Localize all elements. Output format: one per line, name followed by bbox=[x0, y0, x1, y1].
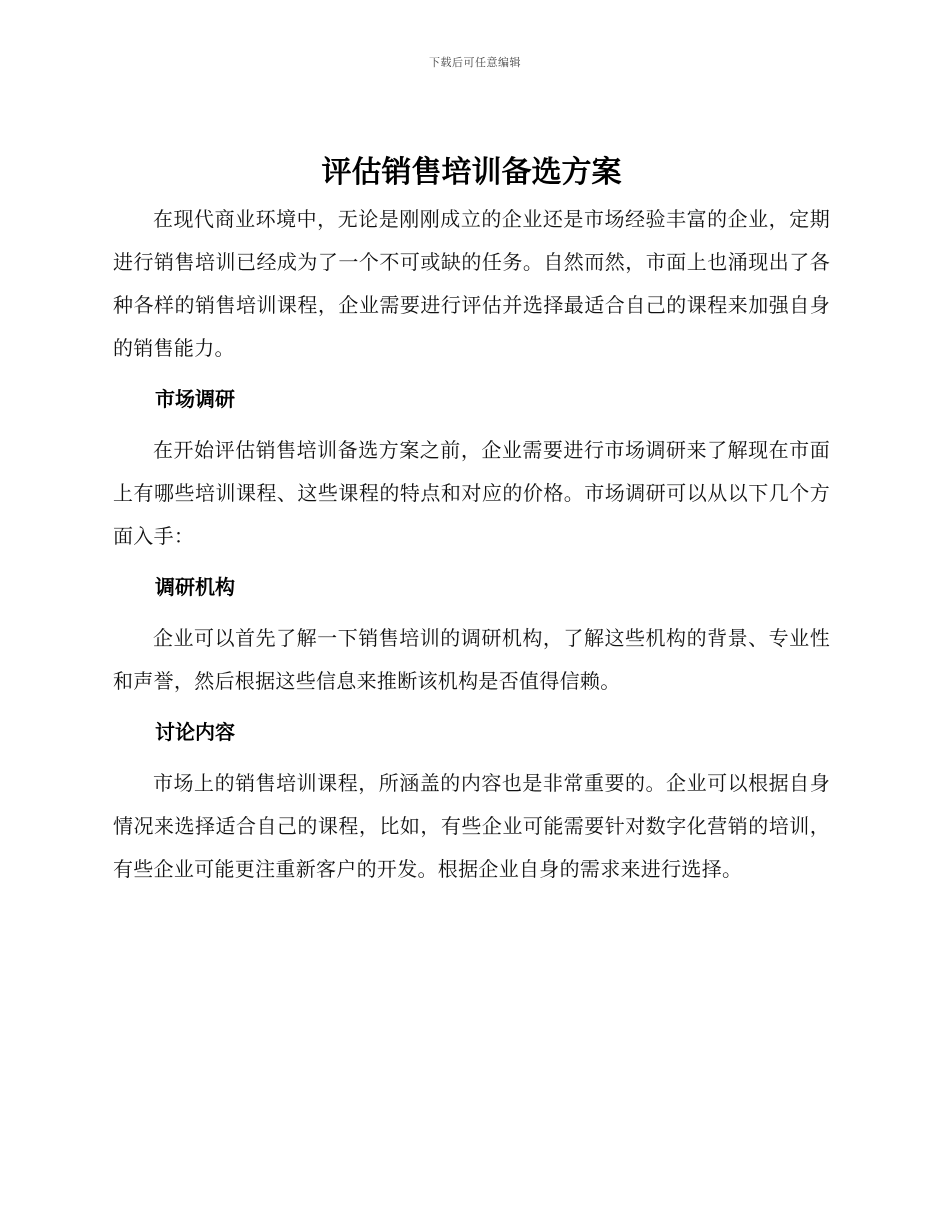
document-content bbox=[113, 150, 830, 891]
intro-paragraph: 在现代商业环境中，无论是刚刚成立的企业还是市场经验丰富的企业，定期进行销售培训已经成为了一个不可或缺的任务。自然而然，市面上也涌现出了各种各样的销售培训课程，企业需要进行评估并选择最适合自己的课程来加强自身的销售能力。 bbox=[113, 207, 830, 360]
header-note: 下载后可任意编辑 bbox=[429, 56, 521, 69]
document-title: 评估销售培训备选方案 bbox=[321, 155, 622, 190]
section-body-market-research: 在开始评估销售培训备选方案之前，企业需要进行市场调研来了解现在市面上有哪些培训课程、这些课程的特点和对应的价格。市场调研可以从以下几个方面入手： bbox=[113, 438, 830, 548]
section-heading-discussion-content: 讨论内容 bbox=[155, 720, 235, 744]
section-heading-market-research: 市场调研 bbox=[155, 387, 235, 411]
section-body-research-institutions: 企业可以首先了解一下销售培训的调研机构，了解这些机构的背景、专业性和声誉，然后根据这些信息来推断该机构是否值得信赖。 bbox=[113, 626, 830, 693]
section-body-discussion-content: 市场上的销售培训课程，所涵盖的内容也是非常重要的。企业可以根据自身情况来选择适合自己的课程，比如，有些企业可能需要针对数字化营销的培训，有些企业可能更注重新客户的开发。根据企业自身的需求来进行选择。 bbox=[113, 771, 830, 881]
section-heading-research-institutions: 调研机构 bbox=[155, 575, 235, 599]
